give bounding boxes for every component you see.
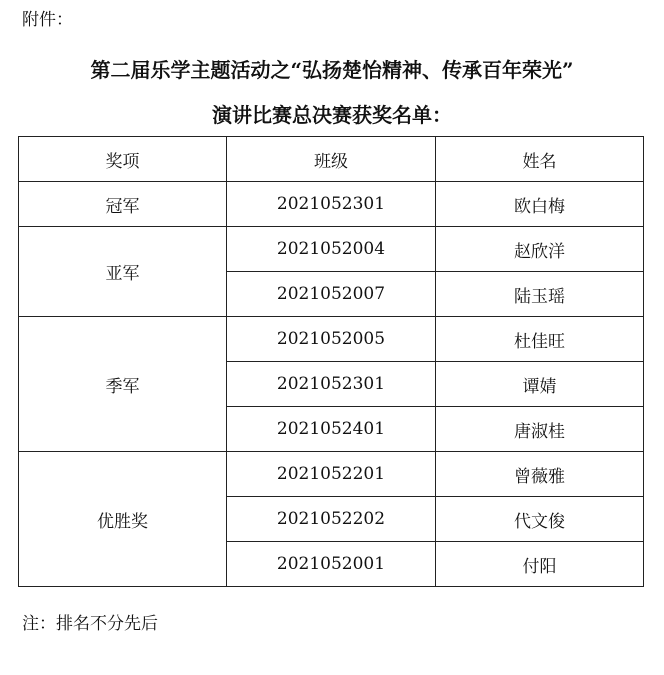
name-cell: 赵欣洋 [436,227,644,272]
class-cell: 2021052301 [227,362,436,407]
name-cell: 杜佳旺 [436,317,644,362]
class-cell: 2021052401 [227,407,436,452]
class-cell: 2021052201 [227,452,436,497]
award-table [18,136,644,587]
name-cell: 唐淑桂 [436,407,644,452]
class-cell: 2021052001 [227,542,436,587]
award-cell-third-place: 季军 [19,317,227,452]
class-cell: 2021052007 [227,272,436,317]
table-row [19,182,644,227]
name-cell: 陆玉瑶 [436,272,644,317]
table-row [19,452,644,497]
class-cell: 2021052301 [227,182,436,227]
name-cell: 曾薇雅 [436,452,644,497]
table-header-row [19,137,644,182]
header-award: 奖项 [19,137,227,182]
footnote: 注：排名不分先后 [22,614,158,634]
name-cell: 谭婧 [436,362,644,407]
name-cell: 付阳 [436,542,644,587]
header-name: 姓名 [436,137,644,182]
table-row [19,227,644,272]
table-row [19,317,644,362]
award-cell-runner-up: 亚军 [19,227,227,317]
class-cell: 2021052005 [227,317,436,362]
class-cell: 2021052004 [227,227,436,272]
attachment-label: 附件： [22,10,73,30]
document-title-line-1: 第二届乐学主题活动之“弘扬楚怡精神、传承百年荣光” [90,58,574,82]
header-class: 班级 [227,137,436,182]
document-title-line-2: 演讲比赛总决赛获奖名单： [212,103,452,127]
name-cell: 代文俊 [436,497,644,542]
class-cell: 2021052202 [227,497,436,542]
award-cell-champion: 冠军 [19,182,227,227]
name-cell: 欧白梅 [436,182,644,227]
award-cell-excellence: 优胜奖 [19,452,227,587]
